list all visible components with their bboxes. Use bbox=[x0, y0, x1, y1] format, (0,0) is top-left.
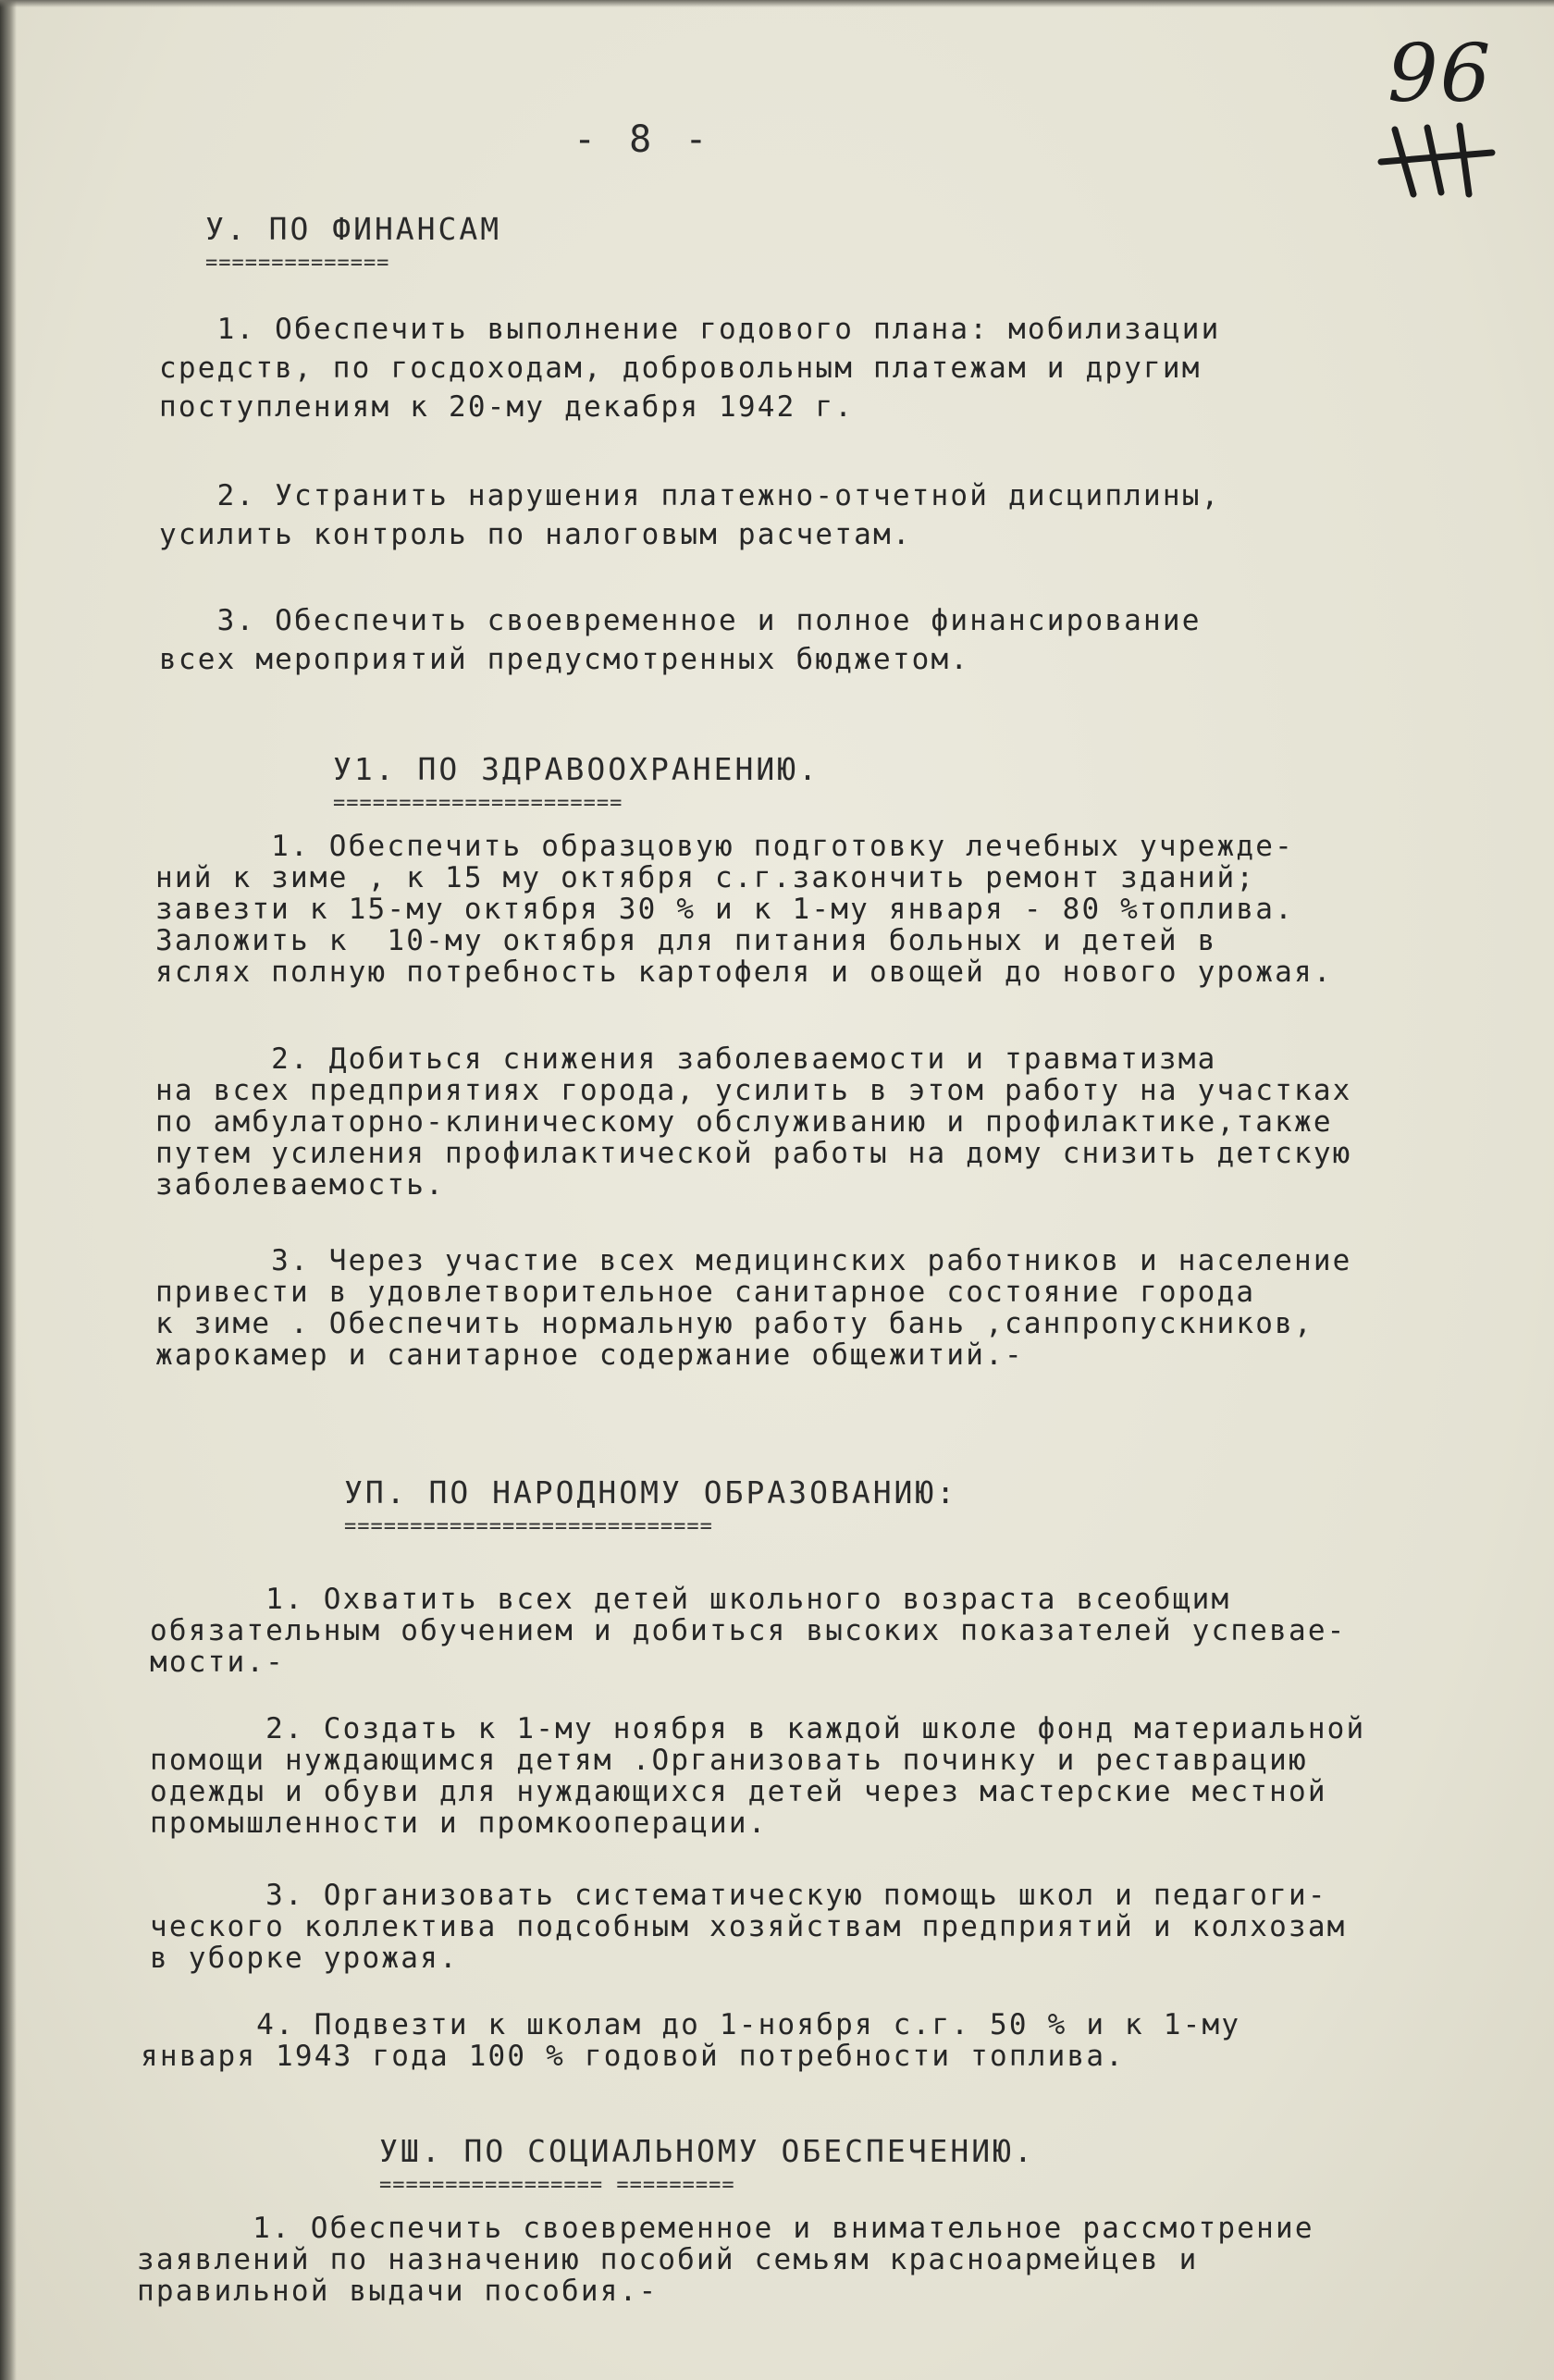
archive-sheet-number: 96 bbox=[1388, 28, 1493, 120]
paragraph: 2. Добиться снижения заболеваемости и травматизма на всех предприятиях города, усилить в этом работу на участках по амбулаторно-клиническому обслуживанию и профилактике,также путем усиления профилактической работы на дому снизить детскую заболеваемость. bbox=[155, 1042, 1352, 1202]
paragraph: 2. Создать к 1-му ноября в каждой школе фонд материальной помощи нуждающимся детям .Организовать починку и реставрацию одежды и обуви для нуждающихся детей через мастерские местной промышленности и промкооперации. bbox=[150, 1712, 1366, 1840]
archive-strike-mark-icon bbox=[1376, 120, 1497, 203]
section-underline: ================= ========= bbox=[379, 2174, 735, 2197]
paragraph: 4. Подвезти к школам до 1-ноября с.г. 50 % и к 1-му января 1943 года 100 % годовой потребности топлива. bbox=[141, 2008, 1241, 2073]
paragraph: 1. Обеспечить своевременное и внимательное рассмотрение заявлений по назначению пособий семьям красноармейцев и правильной выдачи пособия.- bbox=[137, 2212, 1314, 2308]
section-underline: ============================ bbox=[344, 1515, 713, 1538]
paragraph: 1. Охватить всех детей школьного возраста всеобщим обязательным обучением и добиться высоких показателей успевае- мости.- bbox=[150, 1583, 1347, 1679]
paragraph: 3. Обеспечить своевременное и полное финансирование всех мероприятий предусмотренных бюджетом. bbox=[159, 604, 1202, 676]
paragraph: 3. Через участие всех медицинских работников и население привести в удовлетворительное санитарное состояние города к зиме . Обеспечить нормальную работу бань ,санпропускников, жарокамер и санитарное содержание общежитий.- bbox=[155, 1244, 1352, 1372]
page-top-shadow bbox=[0, 0, 1554, 7]
section-underline: ============== bbox=[205, 252, 390, 275]
paragraph: 1. Обеспечить выполнение годового плана: мобилизации средств, по госдоходам, добровольным платежам и другим поступлениям к 20-му декабря 1942 г. bbox=[159, 313, 1221, 424]
section-heading-health: У1. ПО ЗДРАВООХРАНЕНИЮ. bbox=[333, 751, 820, 787]
section-underline: ====================== bbox=[333, 792, 623, 815]
paragraph: 3. Организовать систематическую помощь школ и педагоги- ческого коллектива подсобным хозяйствам предприятий и колхозам в уборке урожая. bbox=[150, 1879, 1347, 1975]
paragraph: 2. Устранить нарушения платежно-отчетной дисциплины, усилить контроль по налоговым расчетам. bbox=[159, 479, 1221, 551]
page-number: - 8 - bbox=[574, 118, 713, 161]
page-edge-shadow bbox=[0, 0, 17, 2380]
section-heading-finance: У. ПО ФИНАНСАМ bbox=[205, 211, 502, 247]
section-heading-social: УШ. ПО СОЦИАЛЬНОМУ ОБЕСПЕЧЕНИЮ. bbox=[379, 2133, 1035, 2169]
section-heading-education: УП. ПО НАРОДНОМУ ОБРАЗОВАНИЮ: bbox=[344, 1474, 958, 1511]
paragraph: 1. Обеспечить образцовую подготовку лечебных учрежде- ний к зиме , к 15 му октября с.г.закончить ремонт зданий; завезти к 15-му октября 30 % и к 1-му января - 80 %топлива. Заложить к 10-му октября для питания больных и детей в яслях полную потребность картофеля и овощей до нового урожая. bbox=[155, 830, 1333, 989]
